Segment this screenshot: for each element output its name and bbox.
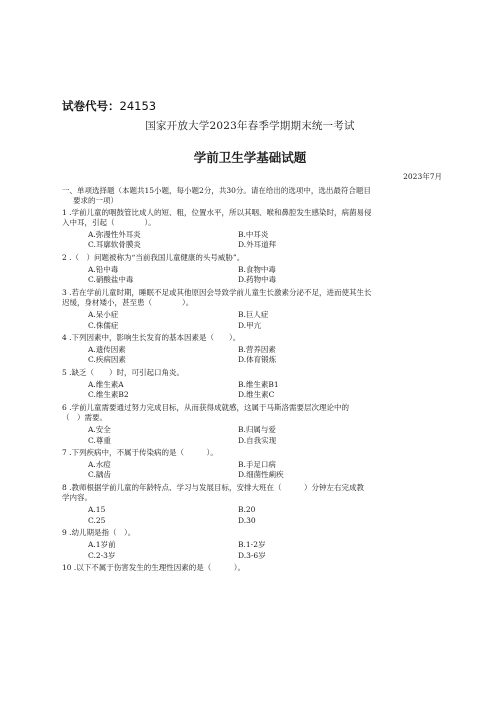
option-b: B.中耳炎 bbox=[238, 230, 269, 240]
option-list bbox=[62, 380, 442, 401]
option-c: C.疾病因素 bbox=[88, 355, 126, 365]
option-d: D.自我实现 bbox=[238, 435, 277, 445]
option-c: C.硝酸盐中毒 bbox=[88, 275, 134, 285]
option-d: D.细菌性痢疾 bbox=[238, 470, 284, 480]
option-c: C.龋齿 bbox=[88, 470, 111, 480]
question-stem: 10 .以下不属于伤害发生的生理性因素的是（ ）。 bbox=[62, 562, 246, 572]
question-stem: 1 .学前儿童的咽鼓管比成人的短、粗，位置水平，所以其咽、喉和鼻腔发生感染时，病菌易侵 bbox=[62, 207, 372, 217]
option-list bbox=[62, 425, 442, 446]
option-b: B.食物中毒 bbox=[238, 265, 276, 275]
option-a: A.弥漫性外耳炎 bbox=[88, 230, 141, 240]
question-10 bbox=[62, 563, 442, 573]
option-list bbox=[62, 345, 442, 366]
option-a: A.安全 bbox=[88, 425, 111, 435]
question-1 bbox=[62, 208, 442, 251]
paper-code bbox=[62, 98, 156, 114]
paper-code-label: 试卷代号： bbox=[62, 99, 120, 113]
question-stem: 学内容。 bbox=[62, 493, 92, 503]
option-list bbox=[62, 540, 442, 561]
question-body bbox=[62, 186, 442, 573]
option-a: A.维生素A bbox=[88, 380, 124, 390]
question-7 bbox=[62, 448, 442, 481]
option-b: B.1-2岁 bbox=[238, 540, 266, 550]
question-stem: （ ）需要。 bbox=[62, 412, 107, 422]
option-a: A.铅中毒 bbox=[88, 265, 119, 275]
option-a: A.遗传因素 bbox=[88, 345, 126, 355]
option-list bbox=[62, 265, 442, 286]
option-a: A.呆小症 bbox=[88, 310, 119, 320]
question-stem: 3 .若在学前儿童时期，睡眠不足或其他原因会导致学前儿童生长激素分泌不足，进而使其生长 bbox=[62, 287, 372, 297]
subject-title: 学前卫生学基础试题 bbox=[193, 150, 307, 165]
question-9 bbox=[62, 528, 442, 561]
option-list bbox=[62, 310, 442, 331]
option-d: D.维生素C bbox=[238, 390, 275, 400]
option-c: C.25 bbox=[88, 515, 106, 525]
question-stem: 7 .下列疾病中，不属于传染病的是（ ）。 bbox=[62, 447, 218, 457]
question-5 bbox=[62, 368, 442, 401]
option-d: D.30 bbox=[238, 515, 256, 525]
option-b: B.归属与爱 bbox=[238, 425, 276, 435]
option-list bbox=[62, 230, 442, 251]
question-stem: 8 .教师根据学前儿童的年龄特点、学习与发展目标，安排大班在（ ）分钟左右完成教 bbox=[62, 482, 365, 492]
option-list bbox=[62, 460, 442, 481]
question-stem: 6 .学前儿童需要通过努力完成目标，从而获得成就感，这属于马斯洛需要层次理论中的 bbox=[62, 402, 350, 412]
question-stem: 2 .（ ）问题被称为“当前我国儿童健康的头号威胁”。 bbox=[62, 252, 245, 262]
option-d: D.体育锻炼 bbox=[238, 355, 277, 365]
option-d: D.3-6岁 bbox=[238, 550, 266, 560]
paper-code-value: 24153 bbox=[119, 99, 157, 113]
option-d: D.甲亢 bbox=[238, 320, 262, 330]
question-3 bbox=[62, 288, 442, 331]
option-b: B.营养因素 bbox=[238, 345, 276, 355]
option-b: B.维生素B1 bbox=[238, 380, 279, 390]
question-2 bbox=[62, 253, 442, 286]
option-list bbox=[62, 505, 442, 526]
option-b: B.巨人症 bbox=[238, 310, 269, 320]
exam-title: 国家开放大学2023年春季学期期末统一考试 bbox=[145, 120, 355, 132]
option-c: C.尊重 bbox=[88, 435, 111, 445]
question-stem: 迟缓，身材矮小，甚至患（ ）。 bbox=[62, 297, 194, 307]
option-c: C.2-3岁 bbox=[88, 550, 116, 560]
option-b: B.手足口病 bbox=[238, 460, 276, 470]
question-4 bbox=[62, 333, 442, 366]
option-c: C.耳廓软骨膜炎 bbox=[88, 240, 141, 250]
exam-date: 2023年7月 bbox=[403, 172, 442, 181]
question-stem: 9 .幼儿期是指（ ）。 bbox=[62, 527, 136, 537]
question-8 bbox=[62, 483, 442, 526]
section-heading-line-1: 一、单项选择题（本题共15小题，每小题2分，共30分。请在给出的选项中，选出最符合题目 bbox=[62, 186, 371, 195]
option-a: A.水痘 bbox=[88, 460, 111, 470]
section-heading-line-2: 要求的一项） bbox=[73, 196, 118, 206]
question-stem: 4 .下列因素中，影响生长发育的基本因素是（ ）。 bbox=[62, 332, 241, 342]
option-b: B.20 bbox=[238, 505, 256, 515]
question-stem: 入中耳，引起（ ）。 bbox=[62, 217, 156, 227]
question-6 bbox=[62, 403, 442, 446]
option-d: D.外耳道拜 bbox=[238, 240, 277, 250]
question-stem: 5 .缺乏（ ）时，可引起口角炎。 bbox=[62, 367, 185, 377]
option-a: A.15 bbox=[88, 505, 106, 515]
option-c: C.维生素B2 bbox=[88, 390, 129, 400]
option-a: A.1岁前 bbox=[88, 540, 116, 550]
option-c: C.侏儒症 bbox=[88, 320, 119, 330]
option-d: D.药物中毒 bbox=[238, 275, 277, 285]
